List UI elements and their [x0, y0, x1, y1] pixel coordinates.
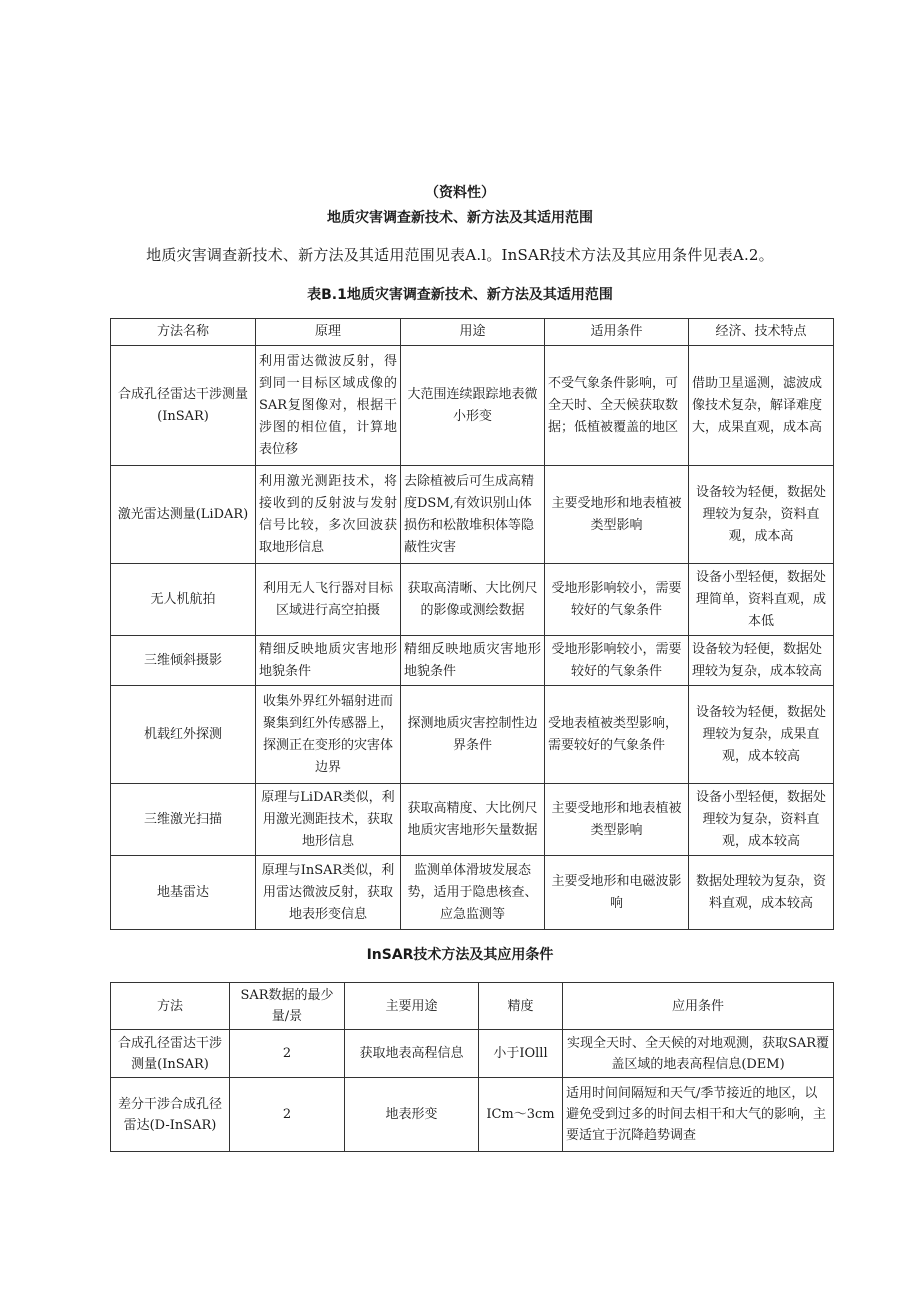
table-row: [111, 564, 834, 636]
method-name-cell: 激光雷达测量(LiDAR): [111, 466, 256, 564]
insar-table: [110, 982, 834, 1152]
precision-cell: 小于IOlll: [479, 1030, 563, 1078]
conditions-cell: 主要受地形和电磁波影响: [545, 856, 689, 930]
method-name-cell: 地基雷达: [111, 856, 256, 930]
table1-caption: 表B.1地质灾害调查新技术、新方法及其适用范围: [307, 287, 613, 303]
header-purpose: 用途: [401, 319, 545, 346]
features-cell: 借助卫星遥测，滤波成像技术复杂，解译难度大，成果直观，成本高: [689, 346, 834, 466]
table2-caption: InSAR技术方法及其应用条件: [366, 947, 554, 963]
table-row: [111, 346, 834, 466]
features-cell: 设备小型轻便，数据处理简单，资料直观，成本低: [689, 564, 834, 636]
conditions-cell: 受地形影响较小，需要较好的气象条件: [545, 636, 689, 686]
features-cell: 数据处理较为复杂，资料直观，成本较高: [689, 856, 834, 930]
purpose-cell: 去除植被后可生成高精度DSM,有效识别山体损伤和松散堆积体等隐蔽性灾害: [401, 466, 545, 564]
table-row: [111, 466, 834, 564]
header-conditions: 适用条件: [545, 319, 689, 346]
application-conditions-cell: 适用时间间隔短和天气/季节接近的地区，以避免受到过多的时间去相干和大气的影响，主要适宜于沉降趋势调查: [563, 1078, 834, 1152]
principle-cell: 原理与InSAR类似，利用雷达微波反射，获取地表形变信息: [256, 856, 401, 930]
purpose-cell: 监测单体滑坡发展态势，适用于隐患核查、应急监测等: [401, 856, 545, 930]
conditions-cell: 主要受地形和地表植被类型影响: [545, 784, 689, 856]
method-name-cell: 合成孔径雷达干涉测量(InSAR): [111, 346, 256, 466]
principle-cell: 利用雷达微波反射，得到同一目标区域成像的SAR复图像对，根据干涉图的相位值，计算地表位移: [256, 346, 401, 466]
header-principle: 原理: [256, 319, 401, 346]
method-cell: 差分干涉合成孔径雷达(D-InSAR): [111, 1078, 230, 1152]
header-min-sar-data: SAR数据的最少量/景: [230, 983, 345, 1030]
precision-cell: ICm〜3cm: [479, 1078, 563, 1152]
intro-paragraph: 地质灾害调查新技术、新方法及其适用范围见表A.l。InSAR技术方法及其应用条件见表A.2。: [146, 246, 774, 264]
conditions-cell: 受地表植被类型影响，需要较好的气象条件: [545, 686, 689, 784]
header-precision: 精度: [479, 983, 563, 1030]
principle-cell: 利用无人飞行器对目标区域进行高空拍摄: [256, 564, 401, 636]
principle-cell: 收集外界红外辐射进而聚集到红外传感器上，探测正在变形的灾害体边界: [256, 686, 401, 784]
method-name-cell: 三维激光扫描: [111, 784, 256, 856]
header-method-name: 方法名称: [111, 319, 256, 346]
appendix-note: （资料性）: [425, 185, 495, 201]
table-header-row: [111, 319, 834, 346]
methods-table: [110, 318, 834, 930]
principle-cell: 原理与LiDAR类似，利用激光测距技术，获取地形信息: [256, 784, 401, 856]
table-row: [111, 686, 834, 784]
method-name-cell: 机载红外探测: [111, 686, 256, 784]
principle-cell: 利用激光测距技术，将接收到的反射波与发射信号比较，多次回波获取地形信息: [256, 466, 401, 564]
conditions-cell: 受地形影响较小，需要较好的气象条件: [545, 564, 689, 636]
method-cell: 合成孔径雷达干涉测量(InSAR): [111, 1030, 230, 1078]
appendix-title: 地质灾害调查新技术、新方法及其适用范围: [327, 210, 593, 226]
table-row: [111, 856, 834, 930]
features-cell: 设备较为轻便，数据处理较为复杂，成本较高: [689, 636, 834, 686]
table-header-row: [111, 983, 834, 1030]
conditions-cell: 不受气象条件影响，可全天时、全天候获取数据；低植被覆盖的地区: [545, 346, 689, 466]
method-name-cell: 三维倾斜摄影: [111, 636, 256, 686]
main-use-cell: 地表形变: [345, 1078, 479, 1152]
main-use-cell: 获取地表高程信息: [345, 1030, 479, 1078]
purpose-cell: 探测地质灾害控制性边界条件: [401, 686, 545, 784]
min-sar-data-cell: 2: [230, 1078, 345, 1152]
features-cell: 设备较为轻便，数据处理较为复杂，资料直观，成本高: [689, 466, 834, 564]
header-application-conditions: 应用条件: [563, 983, 834, 1030]
min-sar-data-cell: 2: [230, 1030, 345, 1078]
header-features: 经济、技术特点: [689, 319, 834, 346]
table-row: [111, 1078, 834, 1152]
table-row: [111, 636, 834, 686]
features-cell: 设备小型轻便，数据处理较为复杂，资料直观，成本较高: [689, 784, 834, 856]
purpose-cell: 大范围连续跟踪地表微小形变: [401, 346, 545, 466]
method-name-cell: 无人机航拍: [111, 564, 256, 636]
principle-cell: 精细反映地质灾害地形地貌条件: [256, 636, 401, 686]
purpose-cell: 获取高清晰、大比例尺的影像或测绘数据: [401, 564, 545, 636]
header-main-use: 主要用途: [345, 983, 479, 1030]
table-row: [111, 784, 834, 856]
header-method: 方法: [111, 983, 230, 1030]
table-row: [111, 1030, 834, 1078]
application-conditions-cell: 实现全天时、全天候的对地观测，获取SAR覆 盖区域的地表高程信息(DEM): [563, 1030, 834, 1078]
purpose-cell: 精细反映地质灾害地形地貌条件: [401, 636, 545, 686]
conditions-cell: 主要受地形和地表植被类型影响: [545, 466, 689, 564]
purpose-cell: 获取高精度、大比例尺地质灾害地形矢量数据: [401, 784, 545, 856]
features-cell: 设备较为轻便，数据处理较为复杂，成果直观，成本较高: [689, 686, 834, 784]
